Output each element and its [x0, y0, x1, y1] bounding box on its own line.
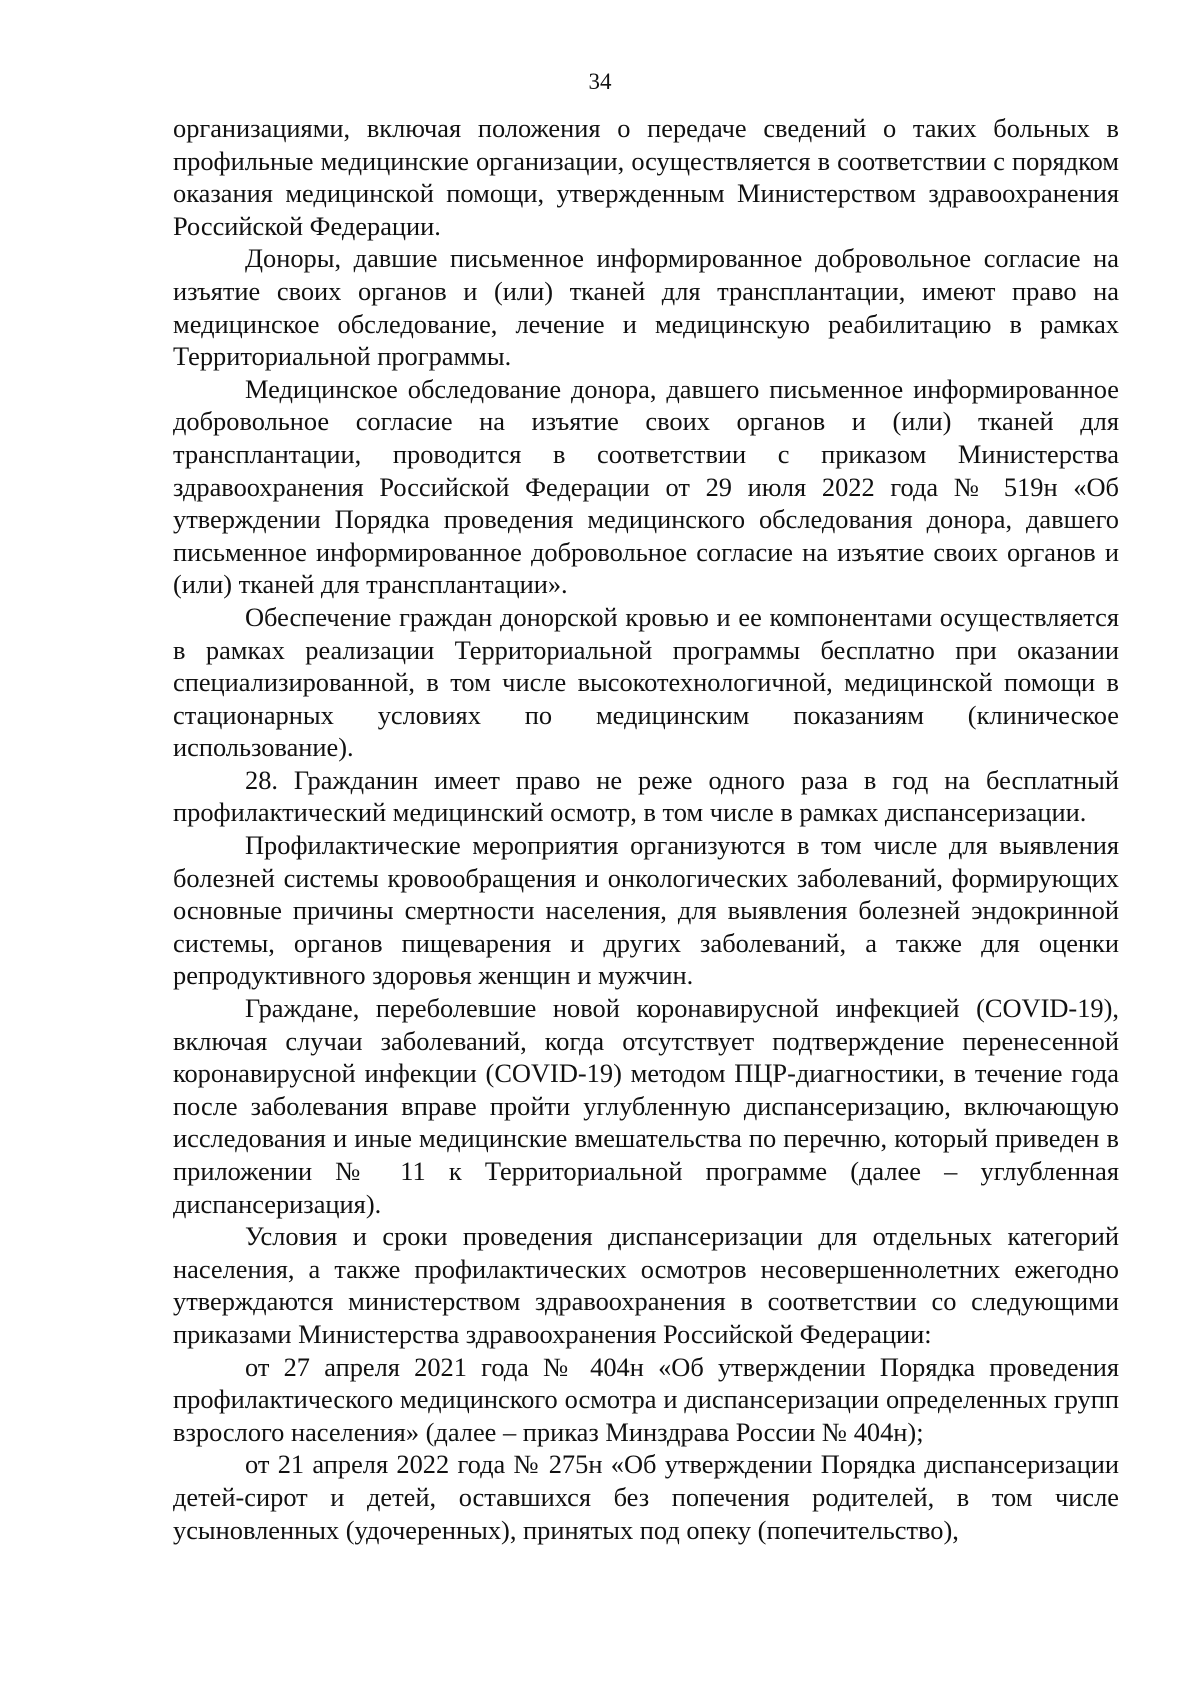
page-number: 34	[588, 69, 612, 94]
paragraph: Граждане, переболевшие новой коронавирусной инфекцией (COVID-19), включая случаи заболеваний, когда отсутствует подтверждение перенесенной коронавирусной инфекции (COVID-19) методом ПЦР-диагностики, в течение года после заболевания вправе пройти углубленную диспансеризацию, включающую исследования и иные медицинские вмешательства по перечню, который приведен в приложении № 11 к Территориальной программе (далее – углубленная диспансеризация).	[173, 993, 1119, 1219]
paragraph: от 27 апреля 2021 года № 404н «Об утверждении Порядка проведения профилактического медицинского осмотра и диспансеризации определенных групп взрослого населения» (далее – приказ Минздрава России № 404н);	[173, 1351, 1119, 1447]
paragraph: 28. Гражданин имеет право не реже одного раза в год на бесплатный профилактический медицинский осмотр, в том числе в рамках диспансеризации.	[173, 764, 1119, 828]
paragraph: Условия и сроки проведения диспансеризации для отдельных категорий населения, а также профилактических осмотров несовершеннолетних ежегодно утверждаются министерством здравоохранения в соответствии со следующими приказами Министерства здравоохранения Российской Федерации:	[173, 1221, 1119, 1349]
paragraph: организациями, включая положения о передаче сведений о таких больных в профильные медицинские организации, осуществляется в соответствии с порядком оказания медицинской помощи, утвержденным Министерством здравоохранения Российской Федерации.	[173, 113, 1119, 241]
paragraph: Доноры, давшие письменное информированное добровольное согласие на изъятие своих органов и (или) тканей для трансплантации, имеют право на медицинское обследование, лечение и медицинскую реабилитацию в рамках Территориальной программы.	[173, 243, 1119, 372]
document-body	[173, 112, 1119, 1546]
paragraph: от 21 апреля 2022 года № 275н «Об утверждении Порядка диспансеризации детей-сирот и детей, оставшихся без попечения родителей, в том числе усыновленных (удочеренных), принятых под опеку (попечительство),	[173, 1449, 1119, 1545]
paragraph: Медицинское обследование донора, давшего письменное информированное добровольное согласие на изъятие своих органов и (или) тканей для трансплантации, проводится в соответствии с приказом Министерства здравоохранения Российской Федерации от 29 июля 2022 года № 519н «Об утверждении Порядка проведения медицинского обследования донора, давшего письменное информированное добровольное согласие на изъятие своих органов и (или) тканей для трансплантации».	[173, 373, 1119, 600]
paragraph: Профилактические мероприятия организуются в том числе для выявления болезней системы кровообращения и онкологических заболеваний, формирующих основные причины смертности населения, для выявления болезней эндокринной системы, органов пищеварения и других заболеваний, а также для оценки репродуктивного здоровья женщин и мужчин.	[173, 830, 1119, 991]
paragraph: Обеспечение граждан донорской кровью и ее компонентами осуществляется в рамках реализации Территориальной программы бесплатно при оказании специализированной, в том числе высокотехнологичной, медицинской помощи в стационарных условиях по медицинским показаниям (клиническое использование).	[173, 601, 1119, 763]
